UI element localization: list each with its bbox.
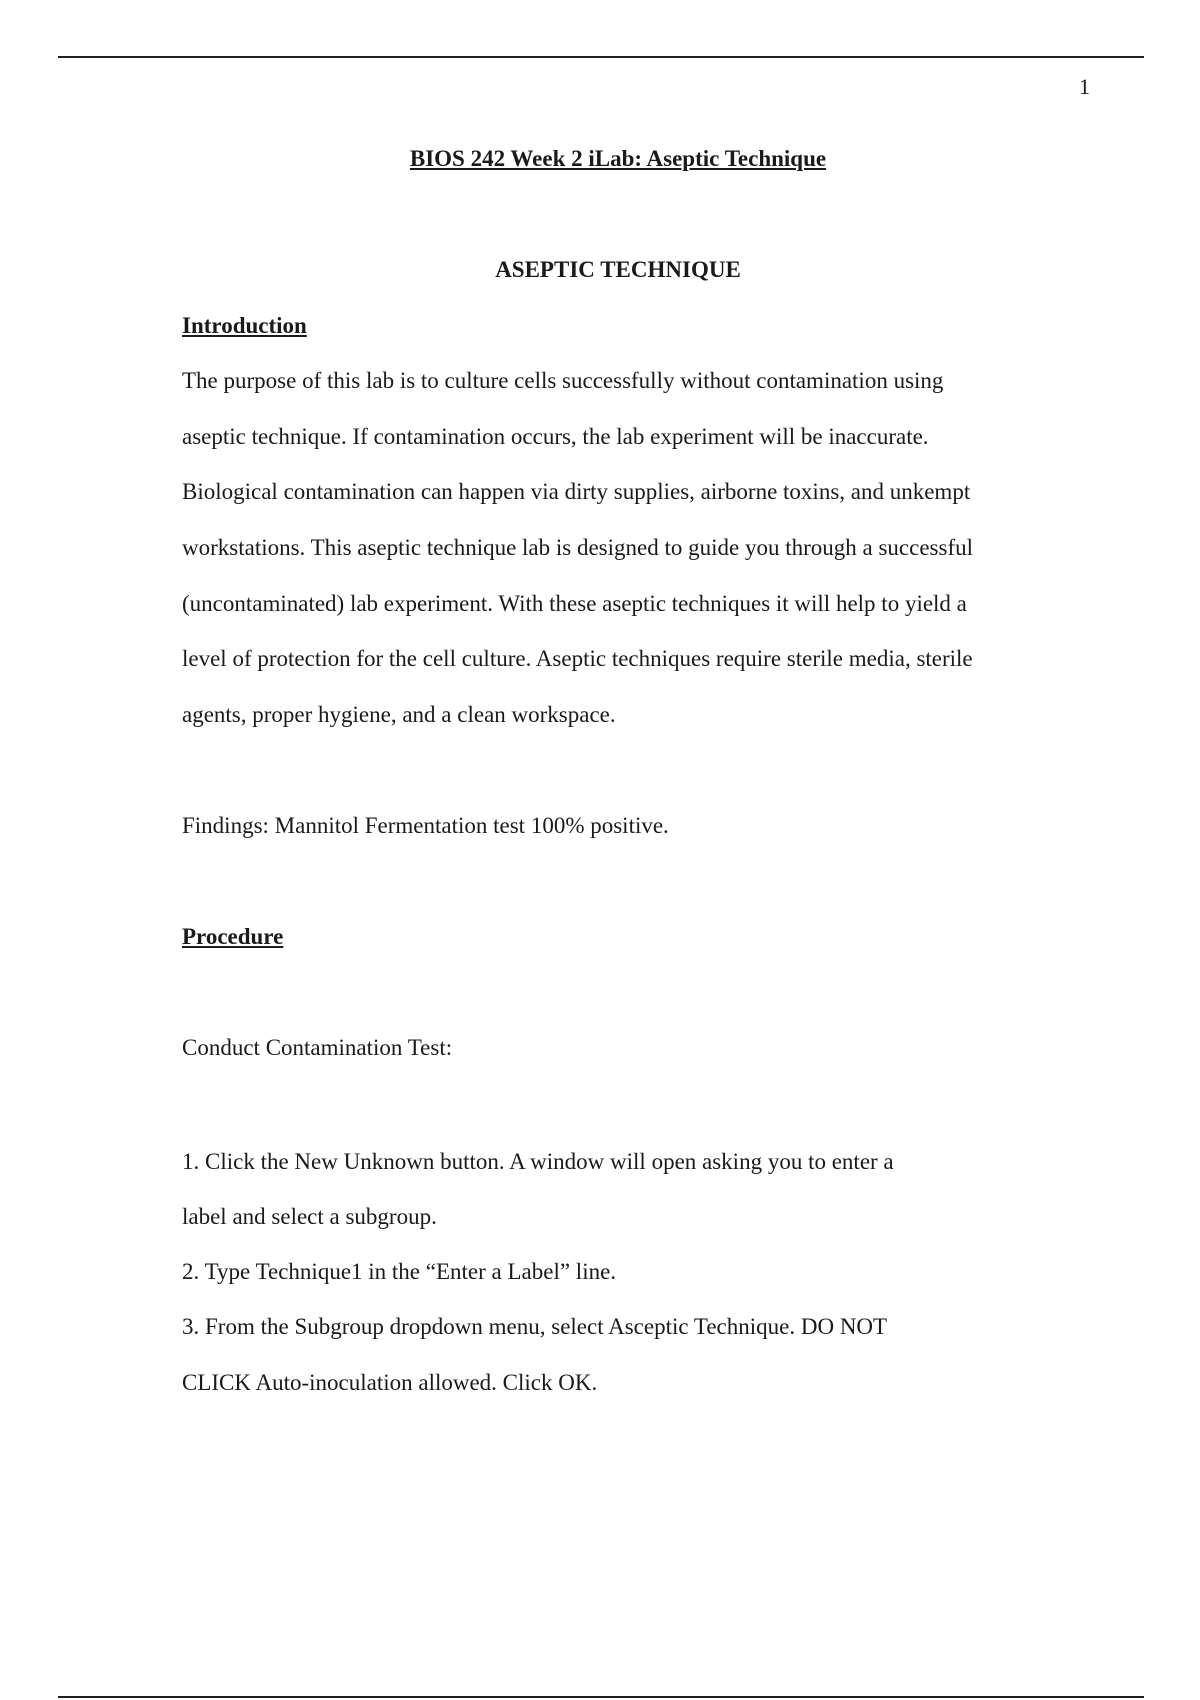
introduction-line: Biological contamination can happen via dirty supplies, airborne toxins, and unkempt: [182, 479, 971, 504]
page-number: 1: [1079, 74, 1090, 99]
procedure-step-line: 3. From the Subgroup dropdown menu, select Asceptic Technique. DO NOT: [182, 1314, 888, 1339]
introduction-heading: Introduction: [182, 313, 307, 338]
findings-text: Findings: Mannitol Fermentation test 100% positive.: [182, 813, 669, 838]
introduction-line: The purpose of this lab is to culture cells successfully without contamination using: [182, 368, 944, 393]
section-heading: ASEPTIC TECHNIQUE: [495, 257, 741, 282]
introduction-line: (uncontaminated) lab experiment. With these aseptic techniques it will help to yield a: [182, 591, 967, 616]
introduction-line: aseptic technique. If contamination occurs, the lab experiment will be inaccurate.: [182, 424, 929, 449]
footer-rule: [58, 1696, 1144, 1698]
procedure-step-line: 1. Click the New Unknown button. A window will open asking you to enter a: [182, 1149, 894, 1174]
introduction-line: level of protection for the cell culture. Aseptic techniques require sterile media, sterile: [182, 646, 973, 671]
introduction-line: agents, proper hygiene, and a clean workspace.: [182, 702, 616, 727]
procedure-step-line: CLICK Auto-inoculation allowed. Click OK.: [182, 1370, 598, 1395]
header-rule: [58, 56, 1144, 58]
introduction-line: workstations. This aseptic technique lab is designed to guide you through a successful: [182, 535, 974, 560]
document-title: BIOS 242 Week 2 iLab: Aseptic Technique: [409, 146, 827, 171]
procedure-step-line: 2. Type Technique1 in the “Enter a Label” line.: [182, 1259, 617, 1284]
procedure-step-line: label and select a subgroup.: [182, 1204, 437, 1229]
procedure-intro: Conduct Contamination Test:: [182, 1035, 453, 1060]
procedure-heading: Procedure: [182, 924, 284, 949]
